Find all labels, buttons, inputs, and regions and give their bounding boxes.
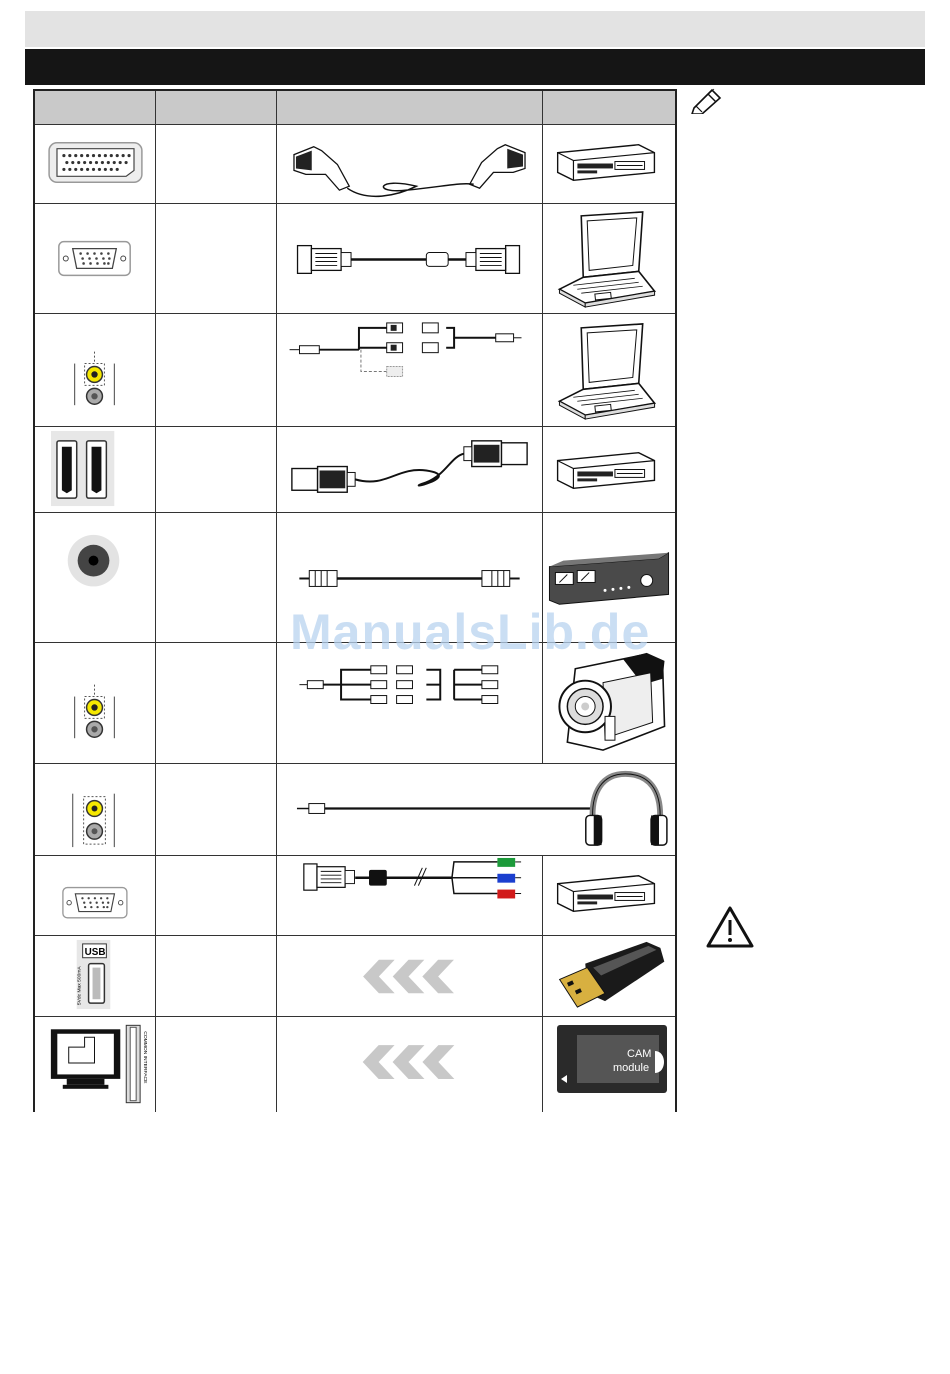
- dvd-recorder-icon: [543, 856, 675, 935]
- vga-cable-cell: [277, 204, 543, 314]
- usb-port-label: USB: [84, 946, 106, 958]
- dvd-recorder-icon: [543, 125, 675, 203]
- header-cell-cables: [277, 91, 543, 125]
- usb-arrows-cell: [277, 936, 543, 1017]
- insert-arrows-icon: [277, 936, 542, 1016]
- scart-device-cell: [543, 125, 675, 204]
- insert-arrows-icon: [277, 1017, 542, 1112]
- headphone-cable-cell: [277, 764, 675, 856]
- ci-type-cell: [156, 1017, 277, 1112]
- ypbpr-type-cell: [156, 856, 277, 936]
- hdmi-cable-illustration: [277, 427, 542, 512]
- vga-cable-illustration: [277, 204, 542, 313]
- usb-port-cell: [35, 936, 156, 1017]
- headphone-jack-icon: [35, 764, 155, 855]
- hdmi-port-cell: [35, 427, 156, 513]
- hdmi-cable-cell: [277, 427, 543, 513]
- ci-arrows-cell: [277, 1017, 543, 1112]
- section-title-bar: [25, 49, 925, 85]
- ci-slot-cell: [35, 1017, 156, 1112]
- hdmi-ports-icon: [35, 427, 155, 512]
- pc-audio-cable-cell: [277, 314, 543, 427]
- dvd-recorder-icon: [543, 427, 675, 512]
- headphone-port-cell: [35, 764, 156, 856]
- header-cell-type: [156, 91, 277, 125]
- cam-module-icon: [543, 1017, 675, 1112]
- vga-port-icon: [35, 204, 155, 313]
- usb-device-cell: [543, 936, 675, 1017]
- yellow-jack-icon: [35, 314, 155, 426]
- audio-y-cable-illustration: [277, 314, 542, 426]
- av-device-cell: [543, 643, 675, 764]
- cam-label: CAM: [627, 1048, 652, 1060]
- pc-audio-device-cell: [543, 314, 675, 427]
- vga-type-cell: [156, 204, 277, 314]
- av-cable-cell: [277, 643, 543, 764]
- watermark: ManualsLib.de: [290, 604, 651, 660]
- hdmi-device-cell: [543, 427, 675, 513]
- headphone-cable-illustration: [277, 764, 675, 855]
- spdif-type-cell: [156, 513, 277, 643]
- scart-cable-illustration: [277, 125, 542, 203]
- vga-device-cell: [543, 204, 675, 314]
- spdif-port-cell: [35, 513, 156, 643]
- usb-stick-icon: [543, 936, 675, 1016]
- pc-audio-port-cell: [35, 314, 156, 427]
- usb-type-cell: [156, 936, 277, 1017]
- yellow-jack-icon: [35, 643, 155, 763]
- pencil-note-icon: [688, 86, 724, 114]
- ci-device-cell: [543, 1017, 675, 1112]
- ci-slot-label: COMMON INTERFACE: [142, 1031, 148, 1084]
- scart-cable-cell: [277, 125, 543, 204]
- ypbpr-device-cell: [543, 856, 675, 936]
- pc-audio-type-cell: [156, 314, 277, 427]
- headphone-type-cell: [156, 764, 277, 856]
- av-port-cell: [35, 643, 156, 764]
- scart-port-icon: [35, 125, 155, 203]
- header-cell-connector: [35, 91, 156, 125]
- hdmi-type-cell: [156, 427, 277, 513]
- scart-type-cell: [156, 125, 277, 204]
- connection-table: [33, 89, 677, 1112]
- top-header-bar: [25, 11, 925, 47]
- camcorder-icon: [543, 643, 675, 763]
- vga-to-component-cable-illustration: [277, 856, 542, 935]
- tv-ci-slot-icon: [35, 1017, 155, 1112]
- vga-port-icon: [35, 856, 155, 935]
- header-cell-device: [543, 91, 675, 125]
- scart-port-cell: [35, 125, 156, 204]
- laptop-icon: [543, 314, 675, 426]
- vga-port-cell: [35, 204, 156, 314]
- ypbpr-port-cell: [35, 856, 156, 936]
- ypbpr-cable-cell: [277, 856, 543, 936]
- usb-spec-label: 5Vdc Max 500mA: [77, 966, 83, 1006]
- laptop-icon: [543, 204, 675, 313]
- cam-module-label: module: [613, 1062, 650, 1074]
- coax-port-icon: [35, 513, 155, 642]
- av-type-cell: [156, 643, 277, 764]
- warning-triangle-icon: [704, 904, 756, 950]
- usb-port-icon: [35, 936, 155, 1016]
- av-cable-illustration: [277, 643, 542, 763]
